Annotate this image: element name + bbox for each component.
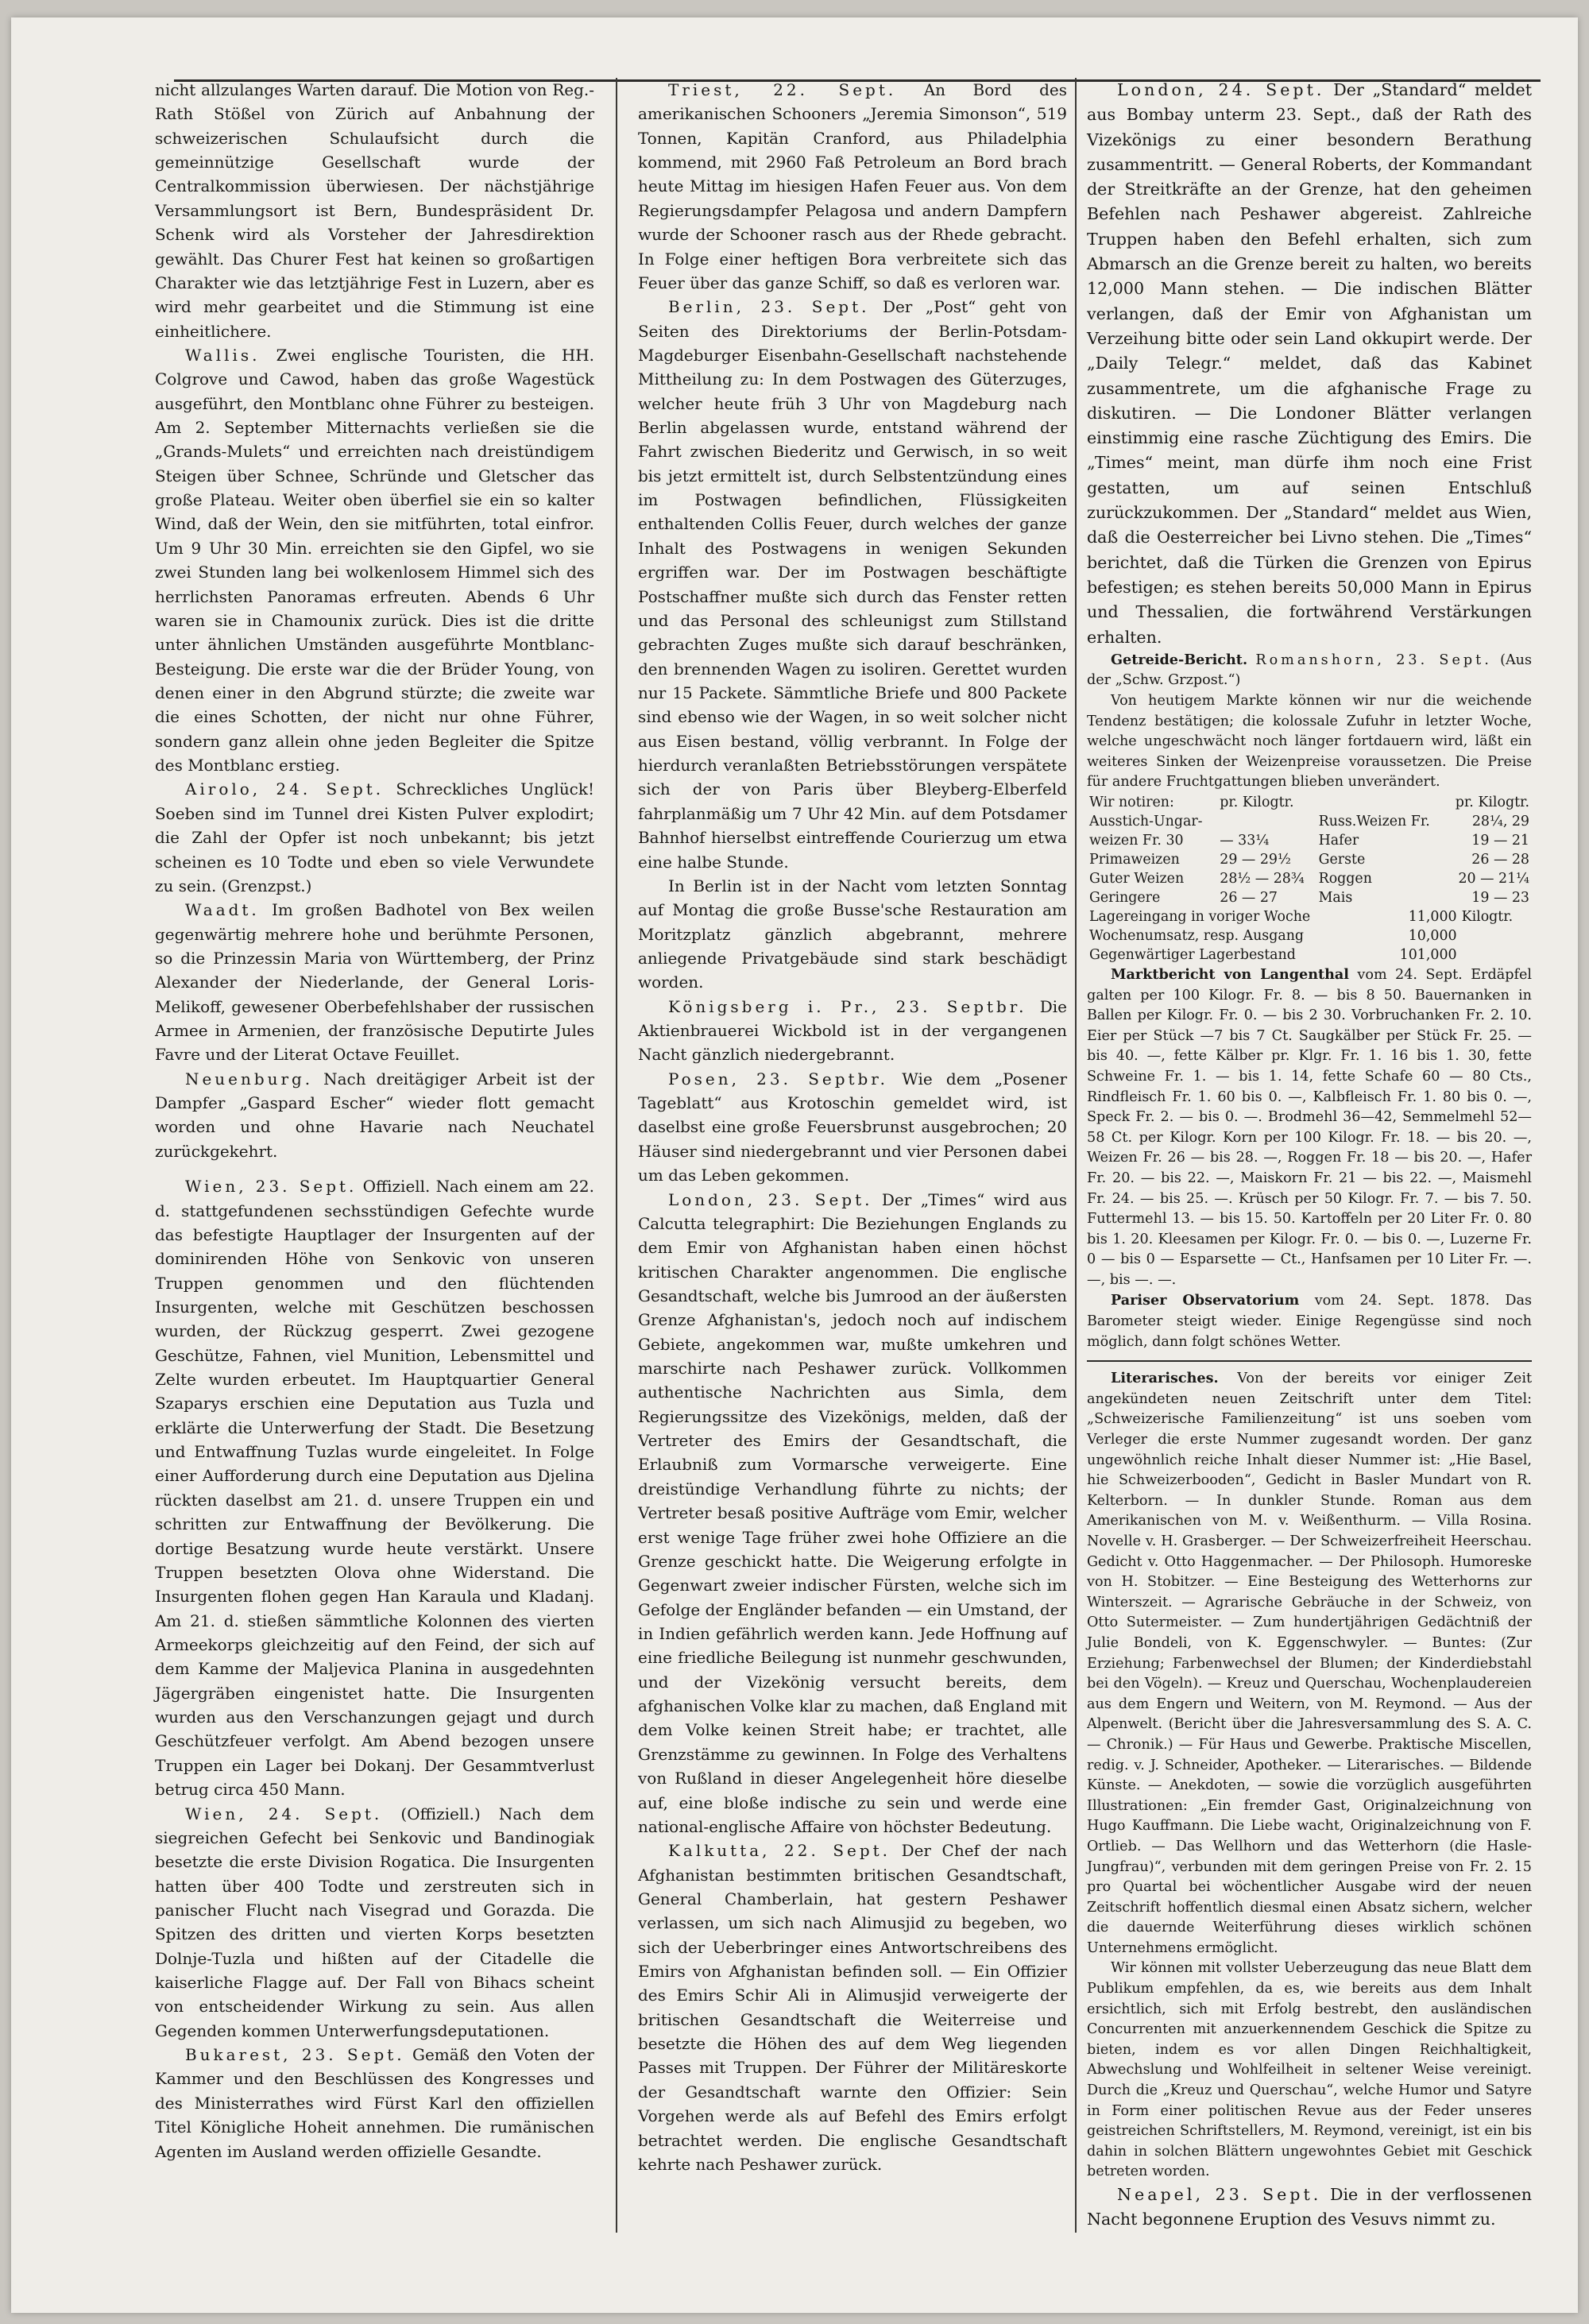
section-heading: Getreide-Bericht. [1111, 651, 1248, 668]
article-london-times [638, 1188, 1067, 1839]
article-kalkutta [638, 1839, 1067, 2176]
column-3 [1087, 78, 1532, 2233]
article-london-standard [1087, 78, 1532, 650]
article-berlin-restauration: In Berlin ist in der Nacht vom letzten Sonntag auf Montag die große Busse'sche Restauration am Moritzplatz gänzlich abgebrannt, mehrere anliegende Privatgebäude sind stark beschädigt worden. [638, 876, 1067, 992]
dateline: London, 24. Sept. [1117, 80, 1325, 99]
observatorium [1087, 1290, 1532, 1352]
table-row [1087, 888, 1532, 907]
article-wien-24 [155, 1802, 594, 2044]
dateline: Airolo, 24. Sept. [185, 779, 385, 799]
table-cell: Kilogtr. [1461, 908, 1514, 925]
article-body: Erdäpfel galten per 100 Kilogr. Fr. 8. — bis 8 50. Bauernanken in Ballen per Kilogr. Fr. 0. — bis 2 30. Vorbruchanken Fr. 2. 10. Eier per Stück —7 bis 7 Ct. Saugkälber per Stück Fr. 25. — bis 40. —, fette Kälber pr. Klgr. Fr. 1. 16 bis 1. 30, fette Schweine Fr. 1. — bis 1. 14, fette Schafe 60 — 80 Cts., Rindfleisch Fr. 1. 60 bis 0. —, Kalbfleisch Fr. 1. 80 bis 0. —, Speck Fr. 2. — bis 0. —. Brodmehl 36—42, Semmelmehl 52—58 Ct. per Kilogr. Korn per 100 Kilogr. Fr. 18. — bis 20. —, Weizen Fr. 26 — bis 28. —, Roggen Fr. 18 — bis 20. —, Hafer Fr. 20. — bis 22. —, Maiskorn Fr. 21 — bis 22. —, Maismehl Fr. 24. — bis 25. —. Krüsch per 50 Kilogr. Fr. 7. — bis 7. 50. Futtermehl 13. — bis 15. 50. Kartoffeln per 20 Liter Fr. 0. 80 bis 1. 20. Kleesamen per Kilogr. Fr. 0. — bis 0. —, Luzerne Fr. 0 — bis 0 — Esparsette — Ct., Hanfsamen per 10 Liter Fr. —. —, bis —. —. [1087, 966, 1533, 1288]
article-body: Die Aktienbrauerei Wickbold ist in der vergangenen Nacht gänzlich niedergebrannt. [638, 996, 1067, 1065]
table-cell: 26 — 28 [1471, 851, 1529, 868]
article-body: Zwei englische Touristen, die HH. Colgrove und Cawod, haben das große Wagestück ausgeführt, den Montblanc ohne Führer zu besteigen. Am 2. September Mitternachts verließen sie die „Grands-Mulets“ und erreichten nach dreistündigem Steigen über Schnee, Schründe und Gletscher das große Plateau. Weiter oben überfiel sie ein so kalter Wind, daß der Wein, den sie mitführten, total einfror. Um 9 Uhr 30 Min. erreichten sie den Gipfel, wo sie zwei Stunden lang bei wolkenlosem Himmel sich des herrlichsten Panoramas erfreuten. Abends 6 Uhr waren sie in Chamounix zurück. Dies ist die dritte unter ähnlichen Umständen ausgeführte Montblanc-Besteigung. Die erste war die der Brüder Young, von denen einer in den Abgrund stürzte; die zweite war die eines Schotten, der nicht nur ohne Führer, sondern ganz allein ohne jeden Begleiter die Spitze des Montblanc erstieg. [155, 345, 594, 775]
article-body: Nach dreitägiger Arbeit ist der Dampfer „Gaspard Escher“ wieder flott gemacht worden und ohne Havarie nach Neuchatel zurückgekehrt. [155, 1069, 594, 1161]
article-body: An Bord des amerikanischen Schooners „Jeremia Simonson“, 519 Tonnen, Kapitän Cranford, aus Philadelphia kommend, mit 2960 Faß Petroleum an Bord brach heute Mittag im hiesigen Hafen Feuer aus. Von dem Regierungsdampfer Pelagosa und andern Dampfern wurde der Schooner rasch aus der Rhede gebracht. In Folge einer heftigen Bora verbreitete sich das Feuer über das ganze Schiff, so daß es verloren war. [638, 80, 1067, 292]
dateline: vom 24. Sept. [1357, 966, 1463, 983]
section-heading: Marktbericht von Langenthal [1111, 965, 1349, 983]
marktbericht [1087, 965, 1532, 1291]
table-header-cell [1316, 793, 1445, 812]
dateline: Berlin, 23. Sept. [668, 297, 870, 317]
lager-table [1087, 907, 1532, 965]
table-cell: Hafer [1318, 832, 1359, 849]
article-body: (Offiziell.) Nach dem siegreichen Gefecht bei Senkovic und Bandinogiak besetzte die erste Division Rogatica. Die Insurgenten hatten über 400 Todte und zerstreuten sich in panischer Flucht nach Visegrad und Gorazda. Die Spitzen des dritten und vierten Korps besetzten Dolnje-Tuzla und hißten auf der Citadelle die kaiserliche Flagge auf. Der Fall von Bihacs scheint von entscheidender Wirkung zu sein. Aus allen Gegenden kommen Unterwerfungsdeputationen. [155, 1804, 594, 2040]
table-cell: 26 — 27 [1220, 889, 1278, 906]
article-body: Offiziell. Nach einem am 22. d. stattgefundenen sechsstündigen Gefechte wurde das befestigte Hauptlager der Insurgenten auf der dominirenden Höhe von Senkovic von unseren Truppen genommen und den flüchtenden Insurgenten, welche mit Geschützen beschossen wurden, der Rückzug gesperrt. Zwei gezogene Geschütze, Fahnen, viel Munition, Lebensmittel und Zelte wurden erbeutet. Im Hauptquartier General Szaparys erschien eine Deputation aus Tuzla und erklärte die Unterwerfung der Stadt. Die Besetzung und Entwaffnung Tuzlas wurde eingeleitet. In Folge einer Aufforderung durch eine Deputation aus Djelina rückten daselbst am 21. d. unsere Truppen ein und schritten zur Entwaffnung der Bevölkerung. Die dortige Besatzung wurde heute verstärkt. Unsere Truppen besetzten Olova ohne Widerstand. Die Insurgenten flohen gegen Han Karaula und Kladanj. Am 21. d. stießen sämmtliche Kolonnen des vierten Armeekorps gleichzeitig auf den Feind, der sich auf dem Kamme der Maljevica Planina in ausgedehnten Jägergräben eingenistet hatte. Die Insurgenten wurden aus den Verschanzungen gejagt und durch Geschützfeuer verfolgt. Am Abend bezogen unsere Truppen ein Lager bei Dokanj. Der Gesammtverlust betrug circa 450 Mann. [155, 1177, 594, 1800]
table-cell: 19 — 23 [1471, 889, 1529, 906]
article-airolo [155, 777, 594, 898]
column-divider [616, 78, 617, 2233]
article-wallis [155, 343, 594, 777]
literarisches-empfehlung: Wir können mit vollster Ueberzeugung das neue Blatt dem Publikum empfehlen, da es, wie bereits aus dem Inhalt ersichtlich, sich mit Erfolg bestrebt, den ausländischen Concurrenten mit anzuerkennendem Geschick die Spitze zu bieten, indem es vor allen Dingen Reichhaltigkeit, Abwechslung und Wohlfeilheit in seltener Weise vereinigt. Durch die „Kreuz und Querschau“, welche Humor und Satyre in Form einer politischen Revue aus der Feder unseres geistreichen Schriftstellers, M. Reymond, vereinigt, ist ein bis dahin in solchen Blättern ungewohntes Gebiet mit Geschick betreten worden. [1087, 1960, 1532, 2180]
article-triest [638, 78, 1067, 295]
table-cell: 29 — 29½ [1220, 851, 1291, 868]
dateline: Triest, 22. Sept. [668, 80, 897, 99]
table-cell: Roggen [1318, 870, 1372, 887]
dateline: Neuenburg. [185, 1069, 314, 1089]
article-body: Im großen Badhotel von Bex weilen gegenwärtig mehrere hohe und berühmte Personen, so die Prinzessin Maria von Württemberg, der Prinz Alexander der Niederlande, der General Loris-Melikoff, gewesener Oberbefehlshaber der russischen Armee in Armenien, der französische Deputirte Jules Favre und der Literat Octave Feuillet. [155, 900, 594, 1065]
article-neuenburg [155, 1067, 594, 1163]
article-body: Gemäß den Voten der Kammer und den Beschlüssen des Kongresses und des Ministerrathes wird Fürst Karl den offiziellen Titel Königliche Hoheit annehmen. Die rumänischen Agenten im Ausland werden offizielle Gesandte. [155, 2045, 594, 2161]
article-body: Schreckliches Unglück! Soeben sind im Tunnel drei Kisten Pulver explodirt; die Zahl der Opfer ist noch unbekannt; bis jetzt scheinen es 10 Todte und eben so viele Verwundete zu sein. (Grenzpst.) [155, 779, 594, 895]
getreide-text: Von heutigem Markte können wir nur die weichende Tendenz bestätigen; die kolossale Zufuhr in letzter Woche, welche ungeschwächt noch länger fortdauern wird, läßt ein weiteres Sinken der Weizenpreise voraussetzen. Die Preise für andere Fruchtgattungen blieben unverändert. [1087, 693, 1532, 791]
article-koenigsberg [638, 995, 1067, 1067]
section-heading: Literarisches. [1111, 1370, 1219, 1387]
table-cell: Lagereingang in voriger Woche [1089, 908, 1311, 925]
getreide-intro [1087, 650, 1532, 691]
table-cell: 28¼, 29 [1471, 813, 1529, 829]
table-header-cell: Wir notiren: [1089, 794, 1174, 810]
article-body: Der „Times“ wird aus Calcutta telegraphirt: Die Beziehungen Englands zu dem Emir von Afghanistan haben einen höchst kritischen Charakter angenommen. Die englische Gesandtschaft, welche bis Jumrood an der äußersten Grenze Afghanistan's, jedoch noch auf indischem Gebiete, angekommen war, mußte umkehren und marschirte nach Peshawer zurück. Vollkommen authentische Nachrichten aus Simla, dem Regierungssitze des Vizekönigs, melden, daß der Vertreter des Emirs der Gesandtschaft, die Erlaubniß zum Vormarsche verweigerte. Eine dreistündige Verhandlung führte zu nichts; der Vertreter besaß positive Aufträge vom Emir, welcher erst wenige Tage früher zwei hohe Offiziere an die Grenze geschickt hatte. Die Weigerung erfolgte in Gegenwart zweier indischer Fürsten, welche sich im Gefolge der Engländer befanden — ein Umstand, der in Indien gefährlich werden kann. Jede Hoffnung auf eine friedliche Beilegung ist nunmehr geschwunden, und der Vizekönig versucht bereits, dem afghanischen Volke klar zu machen, daß England mit dem Volke keinen Streit habe; er trachtet, alle Grenzstämme zu gewinnen. In Folge des Verhaltens von Rußland in dieser Angelegenheit höre dieselbe auf, eine bloße indische zu sein und werde eine national-englische Affaire von höchster Bedeutung. [638, 1189, 1067, 1836]
section-heading: Pariser Observatorium [1111, 1292, 1300, 1309]
source: (Aus der „Schw. Grzpost.“) [1087, 652, 1533, 689]
table-row [1087, 812, 1532, 831]
article-body: Von der bereits vor einiger Zeit angekündeten neuen Zeitschrift unter dem Titel: „Schweizerische Familienzeitung“ ist uns soeben vom Verleger die erste Nummer zugesandt worden. Der ganz ungewöhnlich reiche Inhalt dieser Nummer ist: „Hie Basel, hie Schweizerbooden“, Gedicht in Basler Mundart von R. Kelterborn. — In dunkler Stunde. Roman aus dem Amerikanischen von M. v. Weißenthurm. — Villa Rosina. Novelle v. H. Grasberger. — Der Schweizerfreiheit Heerschau. Gedicht v. Otto Haggenmacher. — Der Philosoph. Humoreske von H. Stobitzer. — Eine Besteigung des Wetterhorns zur Winterszeit. — Agrarische Gebräuche in der Schweiz, von Otto Sutermeister. — Zum hundertjährigen Gedächtniß der Julie Bondeli, von K. Eggenschwyler. — Buntes: (Zur Erziehung; Farbenwechsel der Blumen; der Kinderdiebstahl bei den Vögeln). — Kreuz und Querschau, Wochenplaudereien aus dem Engern und Weitern, von M. Reymond. — Aus der Alpenwelt. (Bericht über die Jahresversammlung des S. A. C. — Chronik.) — Für Haus und Gewerbe. Praktische Miscellen, redig. v. J. Schneider, Apotheker. — Literarisches. — Bildende Künste. — Anekdoten, — sowie die vorzüglich ausgeführten Illustrationen: „Ein fremder Gast, Originalzeichnung von Hugo Kauffmann. Die Liebe wacht, Originalzeichnung von F. Ortlieb. — Das Wellhorn und das Wetterhorn (die Hasle-Jungfrau)“, verbunden mit dem geringen Preise von Fr. 2. 15 pro Quartal bei wöchentlicher Ausgabe wird der neuen Zeitschrift hoffentlich diesmal einen Absatz sichern, welcher die dauernde Weiterführung dieses wirklich schönen Unternehmens ermöglicht. [1087, 1371, 1533, 1956]
section-divider [1087, 1360, 1532, 1362]
table-cell: 28½ — 28¾ [1220, 870, 1305, 887]
table-cell: Gerste [1318, 851, 1366, 868]
dateline: vom 24. Sept. 1878. [1314, 1293, 1490, 1309]
table-cell: weizen Fr. 30 [1089, 832, 1184, 849]
article-schulaufsicht: nicht allzulanges Warten darauf. Die Motion von Reg.-Rath Stößel von Zürich auf Anbahnung der schweizerischen Schulaufsicht durch die gemeinnützige Gesellschaft wurde der Centralkommission überwiesen. Der nächstjährige Versammlungsort ist Bern, Bundespräsident Dr. Schenk wird als Vorsteher der Jahresdirektion gewählt. Das Churer Fest hat keinen so großartigen Charakter wie das letztjährige Fest in Luzern, aber es wird mehr gearbeitet und die Stimmung ist eine einheitlichere. [155, 80, 594, 341]
table-cell: Mais [1318, 889, 1353, 906]
table-cell: — 33¼ [1220, 832, 1270, 849]
table-row [1087, 945, 1532, 965]
column-2 [638, 78, 1067, 2176]
table-cell: 101,000 [1399, 946, 1457, 963]
article-wien-23 [155, 1174, 594, 1801]
article-berlin-post [638, 295, 1067, 874]
table-row [1087, 907, 1532, 926]
getreide-bericht [1087, 650, 1532, 2183]
dateline: Königsberg i. Pr., 23. Septbr. [668, 996, 1027, 1016]
table-row [1087, 850, 1532, 869]
table-cell: Guter Weizen [1089, 870, 1185, 887]
dateline: Waadt. [185, 900, 260, 920]
article-posen [638, 1067, 1067, 1188]
article-body: Der Chef der nach Afghanistan bestimmten britischen Gesandtschaft, General Chamberlain, hat gestern Peshawer verlassen, um sich nach Alimusjid zu begeben, wo sich der Ueberbringer eines Antwortschreibens des Emirs von Afghanistan befinden soll. — Ein Offizier des Emirs Schir Ali in Alimusjid verweigerte der britischen Gesandtschaft die Weiterreise und besetzte die Höhen des auf dem Weg liegenden Passes mit Truppen. Der Führer der Militäreskorte der Gesandtschaft warnte den Offizier: Sein Vorgehen werde als auf Befehl des Emirs erfolgt betrachtet werden. Die englische Gesandtschaft kehrte nach Peshawer zurück. [638, 1841, 1067, 2174]
column-1 [155, 78, 594, 2164]
dateline: Bukarest, 23. Sept. [185, 2045, 405, 2065]
table-header-cell: pr. Kilogtr. [1220, 794, 1294, 810]
table-row [1087, 926, 1532, 945]
article-neapel [1087, 2183, 1532, 2233]
table-cell: Primaweizen [1089, 851, 1180, 868]
table-cell [1459, 926, 1532, 945]
table-cell: Gegenwärtiger Lagerbestand [1089, 946, 1296, 963]
article-body: Wie dem „Posener Tageblatt“ aus Krotoschin gemeldet wird, ist daselbst eine große Feuersbrunst ausgebrochen; 20 Häuser sind niedergebrannt und vier Personen dabei um das Leben gekommen. [638, 1069, 1067, 1185]
dateline: Kalkutta, 22. Sept. [668, 1841, 891, 1861]
article-body: Das Barometer steigt wieder. Einige Regengüsse sind noch möglich, dann folgt schönes Wetter. [1087, 1293, 1533, 1350]
article-body: Die in der verflossenen Nacht begonnene Eruption des Vesuvs nimmt zu. [1087, 2185, 1533, 2229]
table-cell: Ausstich-Ungar- [1089, 813, 1203, 829]
dateline: Posen, 23. Septbr. [668, 1069, 888, 1089]
table-cell: 10,000 [1408, 927, 1457, 944]
getreide-table [1087, 793, 1532, 907]
dateline: Neapel, 23. Sept. [1117, 2185, 1322, 2205]
table-header-row [1087, 793, 1532, 812]
table-cell: 11,000 [1408, 908, 1457, 925]
table-row [1087, 831, 1532, 850]
table-cell: Geringere [1089, 889, 1161, 906]
dateline: Wien, 23. Sept. [185, 1177, 358, 1197]
table-row [1087, 869, 1532, 888]
table-cell: Wochenumsatz, resp. Ausgang [1089, 927, 1305, 944]
table-cell: 20 — 21¼ [1458, 870, 1529, 887]
dateline: Wien, 24. Sept. [185, 1804, 383, 1823]
table-cell [1459, 945, 1532, 965]
dateline: Romanshorn, 23. Sept. [1255, 652, 1492, 668]
table-cell: 19 — 21 [1471, 832, 1529, 849]
literarisches [1087, 1368, 1532, 1959]
article-bukarest [155, 2043, 594, 2164]
article-waadt [155, 898, 594, 1067]
dateline: Wallis. [185, 345, 261, 365]
article-body: Der „Standard“ meldet aus Bombay unterm 23. Sept., daß der Rath des Vizekönigs zu einer besondern Berathung zusammentritt. — General Roberts, der Kommandant der Streitkräfte an der Grenze, hat den geheimen Befehlen nach Peshawer abgereist. Zahlreiche Truppen haben den Befehl erhalten, sich zum Abmarsch an die Grenze bereit zu halten, wo bereits 12,000 Mann stehen. — Die indischen Blätter verlangen, daß der Emir von Afghanistan um Verzeihung bitte oder sein Land okkupirt werde. Der „Daily Telegr.“ meldet, daß das Kabinet zusammentrete, um die afghanische Frage zu diskutiren. — Die Londoner Blätter verlangen einstimmig eine rasche Züchtigung des Emirs. Die „Times“ meint, man dürfe ihm noch eine Frist gestatten, um auf seinen Entschluß zurückzukommen. Der „Standard“ meldet aus Wien, daß die Oesterreicher bei Livno stehen. Die „Times“ berichtet, daß die Türken die Grenzen von Epirus befestigen; es stehen bereits 50,000 Mann in Epirus und Thessalien, die fortwährend Verstärkungen erhalten. [1087, 80, 1532, 647]
table-header-cell: pr. Kilogtr. [1455, 794, 1529, 810]
table-cell: Russ.Weizen Fr. [1318, 813, 1430, 829]
dateline: London, 23. Sept. [668, 1189, 873, 1209]
table-cell [1217, 812, 1316, 831]
article-body: Der „Post“ geht von Seiten des Direktoriums der Berlin-Potsdam-Magdeburger Eisenbahn-Gesellschaft nachstehende Mittheilung zu: In dem Postwagen des Güterzuges, welcher heute früh 3 Uhr von Magdeburg nach Berlin abgelassen wurde, entstand während der Fahrt zwischen Biederitz und Gerwisch, in so weit bis jetzt ermittelt ist, durch Selbstentzündung eines im Postwagen befindlichen, Flüssigkeiten enthaltenden Collis Feuer, durch welches der ganze Inhalt des Postwagens in wenigen Sekunden ergriffen war. Der im Postwagen beschäftigte Postschaffner mußte sich durch das Fenster retten und das Personal des schleunigst zum Stillstand gebrachten Zuges mußte sich darauf beschränken, den brennenden Wagen zu isoliren. Gerettet wurden nur 15 Packete. Sämmtliche Briefe und 800 Packete sind ebenso wie der Wagen, in so weit solcher nicht aus Eisen bestand, völlig verbrannt. In Folge der hierdurch veranlaßten Betriebsstörungen verspätete sich der von Paris über Bleyberg-Elberfeld fahrplanmäßig um 7 Uhr 42 Min. auf dem Potsdamer Bahnhof hierselbst eintreffende Courierzug um etwa eine halbe Stunde. [638, 297, 1067, 872]
column-divider [1075, 78, 1077, 2233]
